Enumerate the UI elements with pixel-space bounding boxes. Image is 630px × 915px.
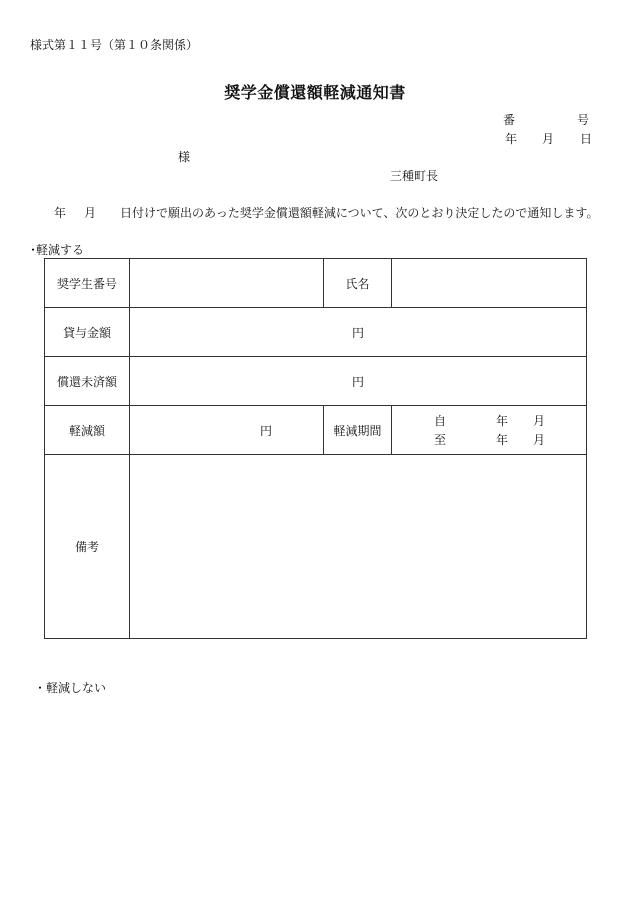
period-to-label: 至 — [434, 433, 447, 447]
period-from-label: 自 — [434, 414, 447, 428]
reference-number-suffix: 号 — [577, 113, 590, 127]
student-number-label: 奨学生番号 — [45, 259, 130, 308]
body-month: 月 — [84, 206, 97, 220]
table-row — [45, 308, 587, 357]
period-from-year: 年 — [496, 414, 509, 428]
reduction-amount-field[interactable] — [130, 406, 324, 455]
reference-number-label: 番 — [503, 113, 516, 127]
table-row — [45, 357, 587, 406]
reduction-period-label: 軽減期間 — [324, 406, 392, 455]
table-row — [45, 455, 587, 639]
issue-date-year: 年 — [505, 132, 518, 146]
section-no-reduce: ・軽減しない — [34, 681, 107, 695]
table-row — [45, 259, 587, 308]
body-sentence: 日付けで願出のあった奨学金償還額軽減について、次のとおり決定したので通知します。 — [120, 206, 599, 220]
period-to-line — [392, 431, 586, 447]
remarks-field[interactable] — [130, 455, 587, 639]
unpaid-amount-unit: 円 — [351, 374, 364, 389]
reduction-amount-label: 軽減額 — [45, 406, 130, 455]
period-from-line — [392, 412, 586, 428]
table-row — [45, 406, 587, 455]
loan-amount-label: 貸与金額 — [45, 308, 130, 357]
remarks-label: 備考 — [45, 455, 130, 639]
notice-body — [54, 204, 598, 221]
period-from-month: 月 — [533, 414, 546, 428]
loan-amount-unit: 円 — [351, 325, 364, 340]
unpaid-amount-field[interactable] — [130, 357, 587, 406]
document-title: 奨学金償還額軽減通知書 — [224, 83, 406, 102]
addressee-suffix: 様 — [178, 150, 191, 164]
reduction-table — [44, 258, 587, 639]
form-number: 様式第１１号（第１０条関係） — [30, 38, 199, 52]
name-field[interactable] — [392, 259, 587, 308]
student-number-field[interactable] — [130, 259, 324, 308]
section-reduce: ･軽減する — [30, 243, 85, 257]
period-to-month: 月 — [533, 433, 546, 447]
loan-amount-field[interactable] — [130, 308, 587, 357]
issuer-name: 三種町長 — [390, 169, 439, 183]
period-to-year: 年 — [496, 433, 509, 447]
issue-date-day: 日 — [580, 132, 593, 146]
name-label: 氏名 — [324, 259, 392, 308]
reduction-period-field[interactable] — [392, 406, 587, 455]
body-year: 年 — [54, 206, 67, 220]
reduction-amount-unit: 円 — [260, 424, 273, 438]
issue-date-month: 月 — [542, 132, 555, 146]
unpaid-amount-label: 償還未済額 — [45, 357, 130, 406]
